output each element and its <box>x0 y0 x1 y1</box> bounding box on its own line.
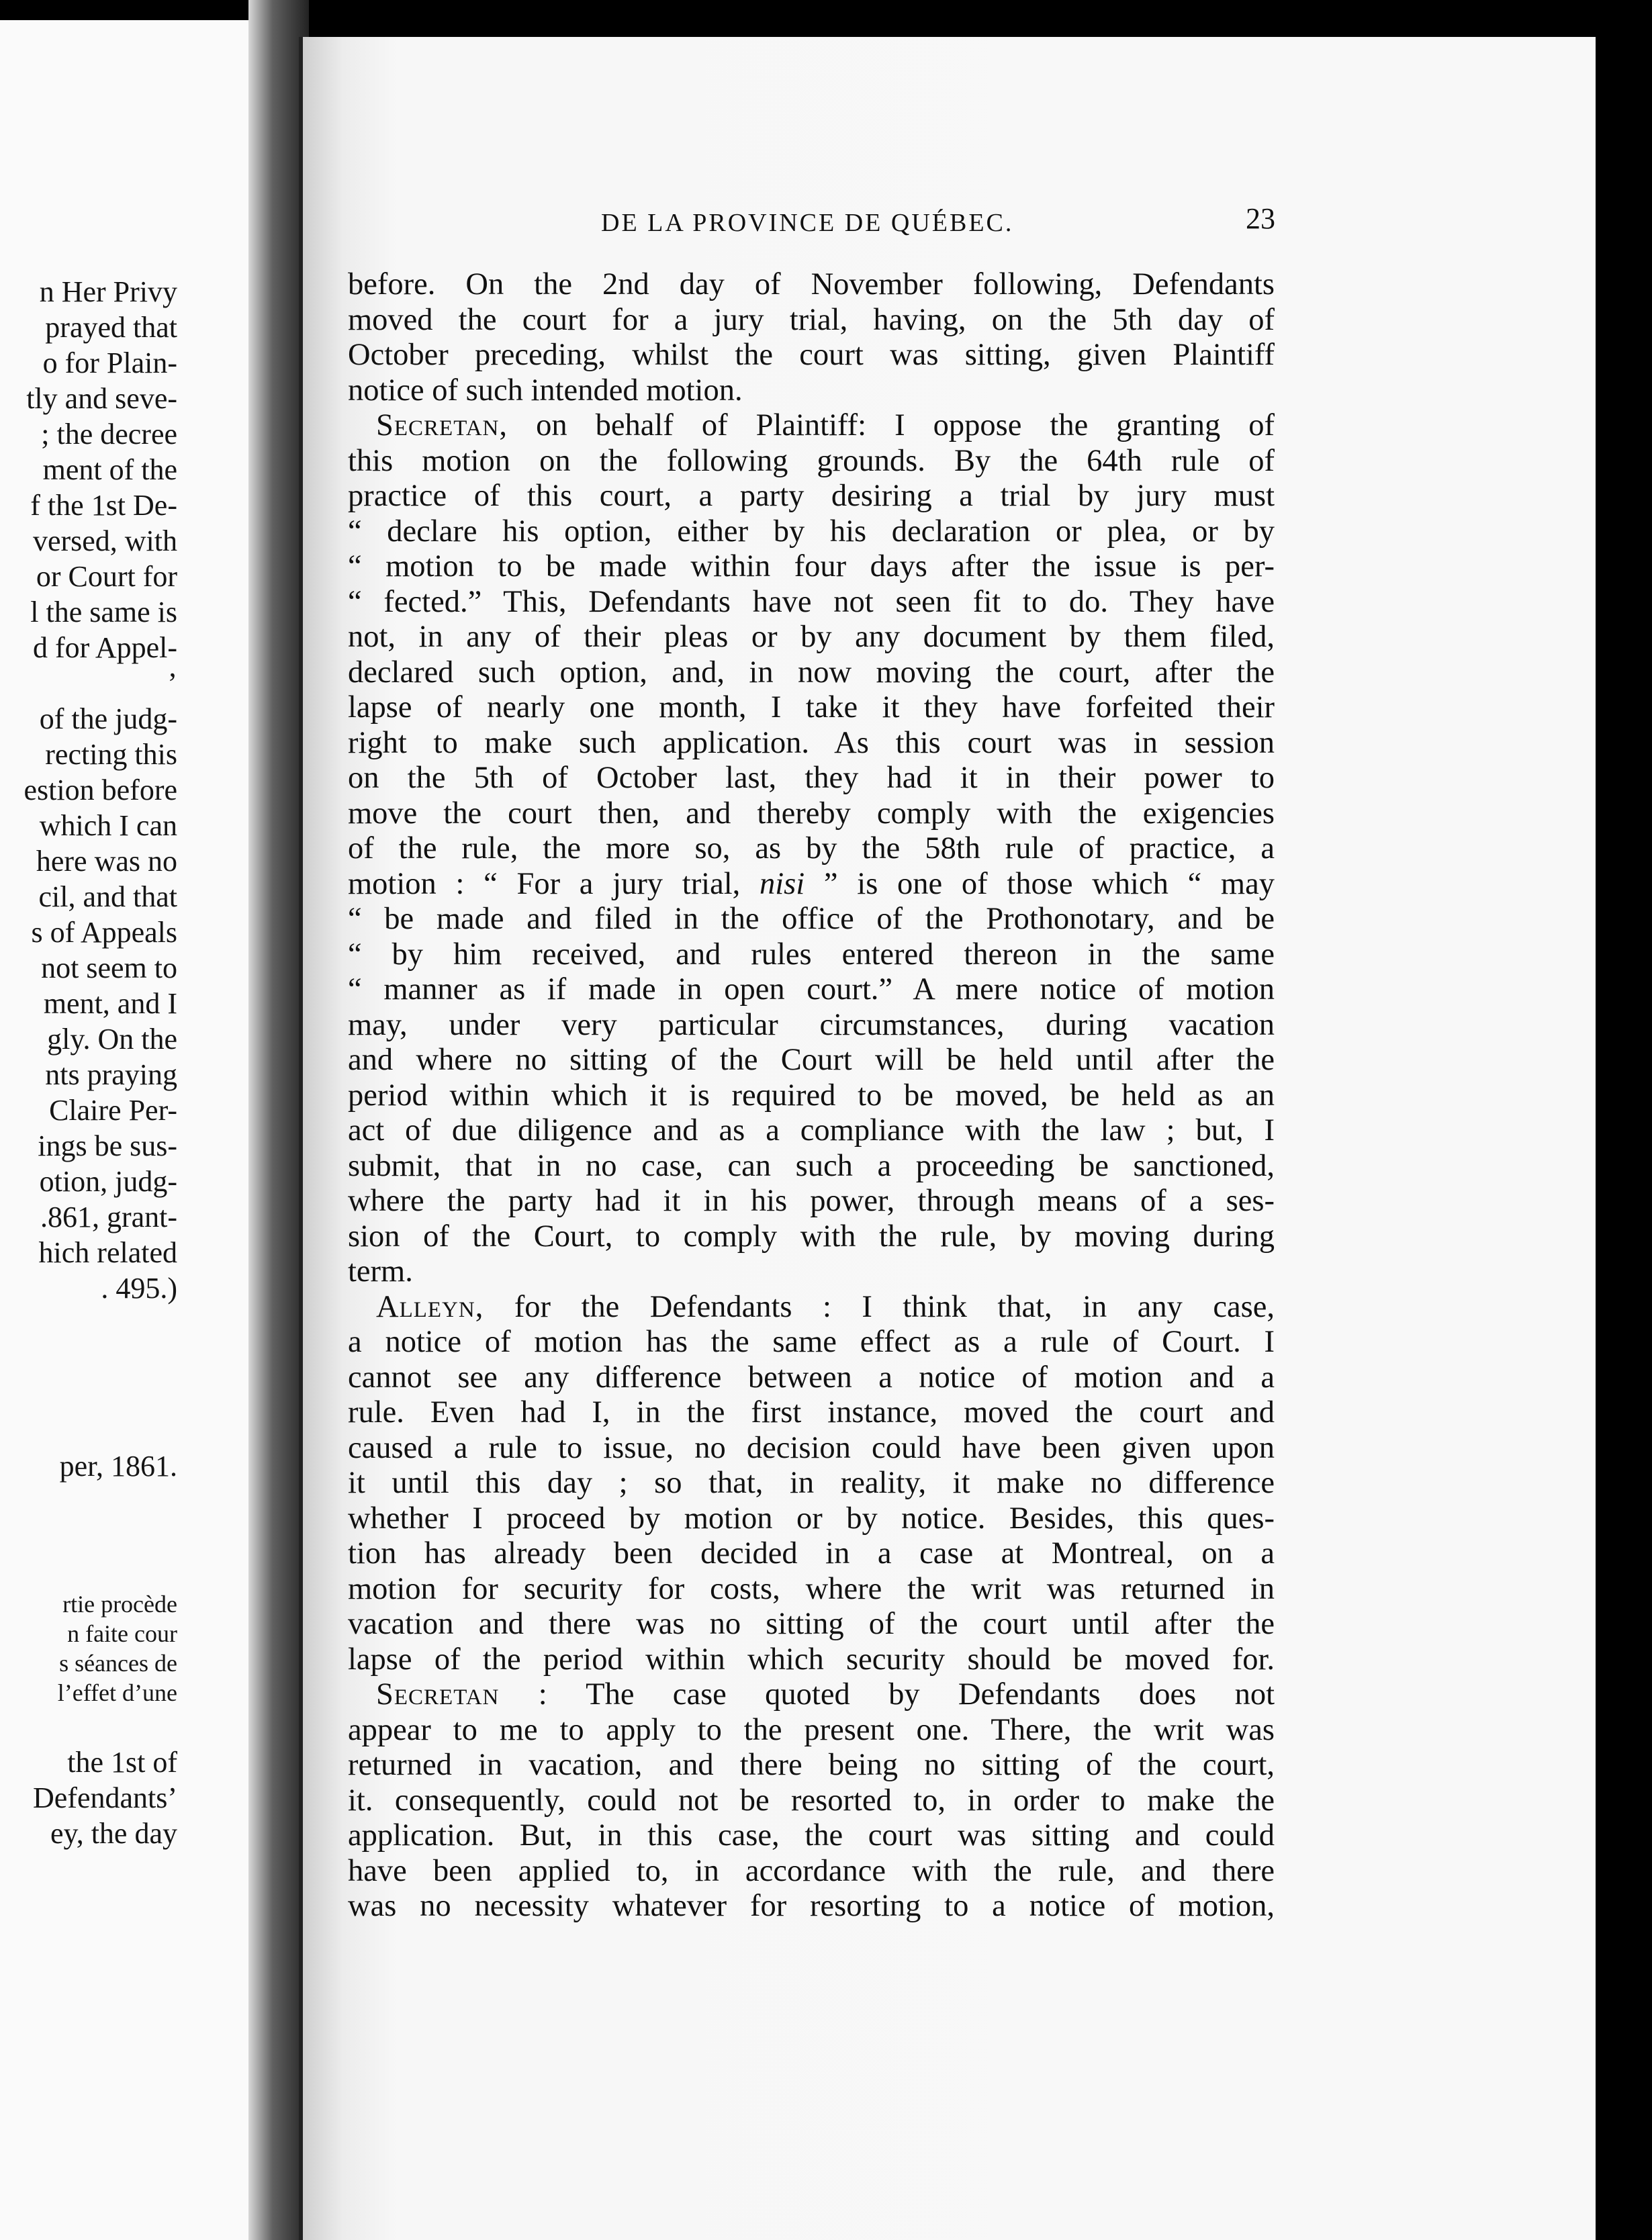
text-line: “ manner as if made in open court.” A mere notice of motion <box>348 972 1275 1007</box>
text-line: October preceding, whilst the court was sitting, given Plaintiff <box>348 338 1275 372</box>
left-page-line: ment, and I <box>43 987 177 1020</box>
text-line: lapse of nearly one month, I take it they have forfeited their <box>348 690 1275 725</box>
text-line: term. <box>348 1254 413 1289</box>
left-page-line: o for Plain- <box>42 346 177 379</box>
left-page-line <box>24 1709 177 1744</box>
text-line: and where no sitting of the Court will be held until after the <box>348 1043 1275 1077</box>
left-page-line: rtie procède <box>62 1591 177 1618</box>
text-line: “ declare his option, either by his declaration or plea, or by <box>348 514 1275 549</box>
page-number: 23 <box>1246 202 1275 235</box>
left-page-line: nts praying <box>45 1058 177 1091</box>
left-page-line <box>24 1555 177 1591</box>
text-line: caused a rule to issue, no decision could have been given upon <box>348 1430 1275 1465</box>
left-page-line: cil, and that <box>38 880 177 913</box>
left-page-line: not seem to <box>41 951 177 984</box>
speaker-name: Secretan : <box>376 1677 548 1712</box>
left-page-line: which I can <box>39 809 177 842</box>
left-page-line <box>24 1342 177 1377</box>
line-text: on behalf of Plaintiff: I oppose the granting of <box>536 408 1275 442</box>
left-page-line: the 1st of <box>67 1746 177 1779</box>
text-line: declared such option, and, in now moving the court, after the <box>348 655 1275 690</box>
left-page-line <box>24 1484 177 1520</box>
text-line: act of due diligence and as a compliance with the law ; but, I <box>348 1113 1275 1148</box>
text-line: before. On the 2nd day of November following, Defendants <box>348 267 1275 301</box>
left-page-line: n faite cour <box>67 1620 177 1647</box>
left-page-line: of the judg- <box>39 702 177 735</box>
text-line: cannot see any difference between a notice of motion and a <box>348 1360 1275 1395</box>
left-page-line: gly. On the <box>47 1023 177 1056</box>
paragraph-1 <box>348 267 1275 408</box>
left-page-line: tly and seve- <box>26 382 177 415</box>
paragraph-2-first-line <box>348 408 1275 444</box>
left-page-line: ; the decree <box>41 418 177 451</box>
left-page-line <box>24 1413 177 1448</box>
paragraph-2b-lines <box>348 902 1275 1290</box>
paragraph-4-first-line <box>348 1677 1275 1713</box>
text-line: “ motion to be made within four days after the issue is per- <box>348 549 1275 584</box>
text-line: of the rule, the more so, as by the 58th rule of practice, a <box>348 831 1275 866</box>
text-line: may, under very particular circumstances, during vacation <box>348 1007 1275 1042</box>
left-page-line: versed, with <box>32 524 177 557</box>
left-page-line: per, 1861. <box>59 1450 177 1483</box>
left-page-line: l the same is <box>30 596 177 628</box>
text-line: on the 5th of October last, they had it in their power to <box>348 761 1275 795</box>
text-line: was no necessity whatever for resorting to a notice of motion, <box>348 1889 1275 1923</box>
left-page-line: f the 1st De- <box>30 489 177 522</box>
text-line: move the court then, and thereby comply with the exigencies <box>348 796 1275 831</box>
left-page-line <box>24 1377 177 1413</box>
left-page-line: n Her Privy <box>39 275 177 308</box>
italic-word: nisi <box>760 866 805 901</box>
paragraph-3-first-line <box>348 1290 1275 1325</box>
left-page-line: l’effet d’une <box>57 1679 177 1706</box>
paragraph-3 <box>348 1290 1275 1678</box>
text-line: sion of the Court, to comply with the rule, by moving during <box>348 1219 1275 1254</box>
speaker-name: Secretan, <box>376 408 508 442</box>
left-page-line: Defendants’ <box>32 1781 177 1814</box>
text-line: motion for security for costs, where the writ was returned in <box>348 1571 1275 1606</box>
paragraph-2 <box>348 408 1275 1290</box>
left-page-line: estion before <box>24 774 177 806</box>
left-page-line: ey, the day <box>50 1817 177 1850</box>
line-text: ” is one of those which “ may <box>805 866 1275 901</box>
left-page-line: or Court for <box>36 560 177 593</box>
text-line: it until this day ; so that, in reality, it make no difference <box>348 1466 1275 1500</box>
left-page-line: Claire Per- <box>49 1094 177 1127</box>
speaker-name: Alleyn, <box>376 1289 484 1324</box>
line-text: for the Defendants : I think that, in any case, <box>514 1289 1275 1324</box>
text-line: moved the court for a jury trial, having, on the 5th day of <box>348 302 1275 337</box>
text-line: this motion on the following grounds. By the 64th rule of <box>348 443 1275 478</box>
text-line: returned in vacation, and there being no sitting of the court, <box>348 1748 1275 1782</box>
text-line: a notice of motion has the same effect as a rule of Court. I <box>348 1325 1275 1359</box>
text-line: tion has already been decided in a case at Montreal, on a <box>348 1536 1275 1571</box>
text-line: “ fected.” This, Defendants have not seen fit to do. They have <box>348 584 1275 619</box>
left-page-line: ment of the <box>42 453 177 486</box>
text-line: period within which it is required to be moved, be held as an <box>348 1078 1275 1113</box>
text-line: “ be made and filed in the office of the Prothonotary, and be <box>348 902 1275 936</box>
left-page-line: . 495.) <box>101 1272 177 1305</box>
nisi-line <box>348 867 1275 902</box>
paragraph-2-lines <box>348 444 1275 867</box>
text-line: rule. Even had I, in the first instance, moved the court and <box>348 1395 1275 1430</box>
paragraph-4-lines <box>348 1713 1275 1924</box>
left-page-line: ings be sus- <box>38 1129 177 1162</box>
left-page-line: hich related <box>38 1236 177 1269</box>
text-line: “ by him received, and rules entered thereon in the same <box>348 937 1275 972</box>
running-head: DE LA PROVINCE DE QUÉBEC. <box>601 209 1014 237</box>
text-line: whether I proceed by motion or by notice. Besides, this ques- <box>348 1501 1275 1536</box>
paragraph-4 <box>348 1677 1275 1924</box>
left-page-text <box>24 274 177 1851</box>
text-line: it. consequently, could not be resorted to, in order to make the <box>348 1783 1275 1818</box>
line-text: motion : “ For a jury trial, <box>348 866 760 901</box>
text-line: application. But, in this case, the court was sitting and could <box>348 1818 1275 1853</box>
text-line: right to make such application. As this court was in session <box>348 725 1275 760</box>
text-line: appear to me to apply to the present one. There, the writ was <box>348 1712 1275 1747</box>
left-page-line <box>24 1306 177 1342</box>
left-facing-page <box>0 20 255 2240</box>
left-page-line: s of Appeals <box>31 916 177 949</box>
body-text <box>348 267 1275 1924</box>
left-page-line: d for Appel- <box>32 631 177 664</box>
text-line: not, in any of their pleas or by any document by them filed, <box>348 620 1275 654</box>
text-line: submit, that in no case, can such a proceeding be sanctioned, <box>348 1148 1275 1183</box>
left-page-line: prayed that <box>45 311 177 344</box>
left-page-line <box>24 1520 177 1555</box>
text-line: lapse of the period within which security should be moved for. <box>348 1642 1275 1677</box>
text-line: notice of such intended motion. <box>348 373 743 408</box>
left-page-line: .861, grant- <box>40 1201 177 1233</box>
paragraph-3-lines <box>348 1325 1275 1677</box>
text-line: have been applied to, in accordance with the rule, and there <box>348 1853 1275 1888</box>
text-line: vacation and there was no sitting of the court until after the <box>348 1607 1275 1641</box>
left-page-line: ’ <box>167 667 177 700</box>
left-page-line: otion, judg- <box>39 1165 177 1198</box>
text-line: where the party had it in his power, through means of a ses- <box>348 1184 1275 1218</box>
left-page-line: here was no <box>36 845 177 878</box>
text-line: practice of this court, a party desiring a trial by jury must <box>348 479 1275 513</box>
line-text: The case quoted by Defendants does not <box>586 1677 1275 1712</box>
left-page-line: recting this <box>45 738 177 771</box>
left-page-line: s séances de <box>59 1650 177 1677</box>
